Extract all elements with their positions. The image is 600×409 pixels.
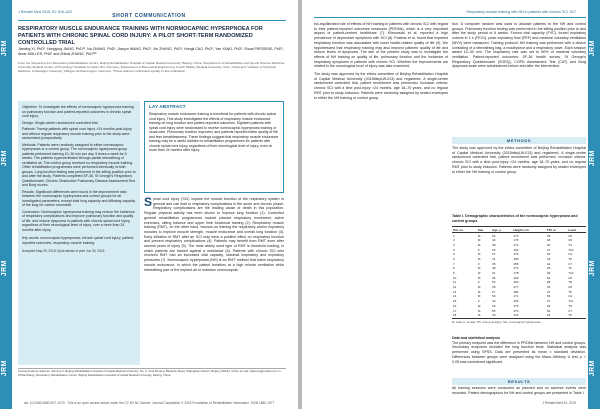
table-cell: 31	[492, 271, 496, 276]
lay-abstract-title: LAY ABSTRACT	[149, 105, 186, 110]
side-band-label: JRM	[1, 150, 8, 167]
table-cell: 4	[453, 247, 455, 252]
table-cell: 37	[546, 299, 551, 304]
left-page	[0, 0, 298, 409]
table-header-cell: Height, cm	[512, 227, 546, 233]
table-cell: 172	[513, 242, 519, 247]
table-cell: 31	[546, 289, 551, 294]
table-cell: 27	[492, 289, 496, 294]
page-number: 617	[570, 10, 576, 14]
table-cell: T4	[568, 242, 572, 247]
table-cell: 2	[453, 238, 455, 243]
table-cell: 163	[513, 299, 519, 304]
table-row	[452, 313, 586, 318]
abstract-methods: Methods: Patients were randomly assigned to either normocapnic hyperpnoea or a control group. The normocapnic hyperpnoea group patients performed training 10–30 min per day, 5 times a week for 6 weeks. The patients hyperventilated through partial rebreathing of ventilated air. The control group received no respiratory muscle training. Other rehabilitation programmes were performed identically in both groups. Lung function testing was performed in the sitting position prior to and after the study. Patients completed SF-36, St George's Respiratory Questionnaire, Chronic Obstructive Pulmonary Disease Assessment Test and Borg scores.	[22, 142, 136, 187]
table-cell: 17	[453, 308, 457, 313]
table-cell: 174	[513, 266, 519, 271]
table-note: M: male; F: female; TPI: time post-injury; NH: normocapnic hyperpnoea.	[452, 319, 542, 324]
table-cell: M	[477, 256, 481, 261]
side-band-label: JRM	[1, 360, 8, 377]
table-cell: 169	[513, 275, 519, 280]
table-cell: 36	[546, 233, 551, 238]
table-cell: 158	[513, 261, 519, 266]
table-cell: M	[477, 313, 491, 318]
running-header	[467, 10, 576, 14]
accepted-date: Accepted May 25, 2015; Epub ahead of print Jun 30, 2015	[22, 249, 105, 253]
table-cell: M	[477, 275, 481, 280]
table-cell: 173	[513, 308, 519, 313]
table-cell: T12	[568, 271, 574, 276]
table-cell: M	[477, 242, 481, 247]
table-cell: 42	[546, 261, 551, 266]
page-footer: J Rehabil Med 51, 2019	[542, 401, 576, 405]
drop-cap: S	[144, 197, 153, 209]
table-cell: 178	[513, 271, 519, 276]
table-cell: M	[477, 289, 481, 294]
table-cell: 41	[492, 256, 496, 261]
table-cell: 39	[546, 271, 551, 276]
table-cell: T8	[568, 280, 572, 285]
article-title: RESPIRATORY MUSCLE ENDURANCE TRAINING WITH NORMOCAPNIC HYPERPNOEA FOR PATIENTS WITH CHRONIC SPINAL CORD INJURY: A PILOT SHORT-TERM RANDOMIZED CONTROLLED TRIAL	[18, 26, 263, 46]
table-cell: 7	[453, 261, 455, 266]
table-cell: 10	[453, 275, 457, 280]
table-cell: 29	[546, 303, 551, 308]
table-cell: 180	[513, 256, 519, 261]
table-cell: M	[477, 233, 481, 238]
table-cell: 45	[546, 285, 551, 290]
header-rule	[18, 20, 286, 21]
table-cell: T9	[567, 313, 586, 318]
table-cell: F	[477, 280, 480, 285]
table-cell: 182	[513, 289, 519, 294]
results-heading: RESULTS	[452, 378, 586, 385]
table-cell: C6	[568, 238, 573, 243]
table-cell: 48	[492, 266, 496, 271]
data-analysis-section	[452, 336, 586, 376]
methods-text	[452, 146, 586, 212]
abstract-design: Design: Single-centre randomized controlled trial.	[22, 120, 99, 125]
intro-body-text	[144, 197, 284, 365]
side-band-label: JRM	[1, 260, 8, 277]
table-header-cell: Age, y	[491, 227, 512, 233]
abstract-conclusion: Conclusion: Normocapnic hyperpnoea training may reduce the incidence of respiratory complications and improve pulmonary function and quality of life, and reduce dyspnoea in patients with chronic spinal cord injury, regardless of their neurological level of injury, over a more than 24 months after injury.	[22, 209, 135, 232]
left-column	[314, 22, 448, 402]
abstract-box	[18, 101, 140, 365]
table-title: Table I. Demographic characteristics of the normocapnic hyperpnoea and control groups	[452, 214, 578, 223]
side-band-label: JRM	[589, 40, 596, 57]
intro-continued: bio-equilibrated role of effects of NH training in patients with chronic SCI with regard to their patient-reported outcomes measures (PROMs), which is a very important aspect of patient-centred healthcare (7). Kilmonszki et al. reported a high prevalence of depressive symptoms with SCI (8). Postma et al. found that impaired respiratory function was associated with lower health-related quality of life (9). We hypothesized that respiratory training may also improve patients' quality of life and reduce levels of dyspnoea. The aim of the present study was to investigate the effects of NH training on quality of life, pulmonary function and the incidence of respiratory symptoms in patients with chronic SCI. Whether the improvements are related to the neurological level of injury was also examined.	[314, 22, 448, 69]
table-cell: 48	[546, 238, 551, 243]
data-analysis-text: The primary endpoint was the difference in PROMs between NH and control groups. Secondary endpoints included the lung function tests. Statistical analysis was performed using SPSS. Data are presented as mean ± standard deviation. Differences between groups were analysed using the Mann–Whitney U test; p < 0.05 was considered significant.	[452, 340, 586, 364]
table-cell: 60	[546, 252, 551, 257]
table-cell: M	[477, 266, 481, 271]
affiliations: From the ¹Department of Respiratory Rehabilitation Centre, Beijing Rehabilitation Hospital of Capital Medical University, Beijing, China, ²Department of Rehabilitation and Sports Science Medicine, University Medical Centre of Physiology Hospitals Complex NN, Germany, ³Department of Biomedical Engineering, Fourth Military Medical University, Xi'an, China and ⁴Institute of Technical Medicine, Fuhuanguo University, Villingen-Schwenningen, Germany. *These authors contributed equally to this publication.	[18, 61, 286, 74]
table-cell: M	[477, 285, 481, 290]
table-cell: F	[477, 261, 480, 266]
table-cell: 66	[546, 294, 551, 299]
table-cell: 5	[453, 252, 455, 257]
results-paragraph: All training sessions were conducted as planned and no adverse events were recorded. Patient demographics for NH and control groups are presented in Table I.	[452, 386, 586, 395]
table-cell: 170	[513, 233, 519, 238]
table-header-cell: TPI, m	[546, 227, 567, 233]
table-header-cell: Level	[567, 227, 586, 233]
table-cell: T10	[568, 247, 574, 252]
table-cell: 175	[513, 252, 519, 257]
table-cell: 28	[546, 280, 551, 285]
table-cell: M	[477, 252, 481, 257]
side-band-label: JRM	[589, 360, 596, 377]
table-cell: 15	[453, 299, 457, 304]
table-cell: 14	[453, 294, 457, 299]
col2-text: tion. A computer random was used to allocate patients to the NH and control groups. Pulmonary function testing was performed in the sitting position prior to and after the study period of 6 weeks. Forced vital capacity (FVC), forced expiratory volume in 1 s (FEV1), peak expiratory flow (PEF) and maximal voluntary ventilation (MVV) were measured. Training protocol: NH training was performed with a device consisting of a rebreathing bag, a mouthpiece and a respiratory valve. Each session lasted 10–30 min. The respiratory rate was set to 60% of maximal voluntary ventilation. Patient-reported outcomes: SF-36 health survey, St George's Respiratory Questionnaire (SGRQ), COPD Assessment Test (CAT) and Borg dyspnoea scale were administered before and after the intervention.	[452, 22, 586, 69]
table-cell: T6	[568, 256, 572, 261]
methods-heading: METHODS	[452, 137, 586, 144]
table-cell: 171	[513, 294, 519, 299]
header-rule	[314, 17, 586, 18]
table-cell: 27	[546, 247, 551, 252]
table-cell: 50	[492, 294, 496, 299]
table-cell: 160	[513, 280, 519, 285]
journal-side-band	[0, 0, 12, 409]
table-cell: C4	[568, 294, 573, 299]
table-cell: C5	[568, 275, 573, 280]
table-cell: 54	[546, 275, 551, 280]
table-cell: 39	[492, 285, 496, 290]
table-cell: 53	[492, 280, 496, 285]
table-cell: M	[477, 271, 481, 276]
table-header-cell: Pat. no.	[452, 227, 477, 233]
table-cell: 34	[546, 313, 567, 318]
table-cell: 46	[492, 275, 496, 280]
table-cell: 13	[453, 289, 457, 294]
data-analysis-heading: Data and statistical analysis	[452, 336, 500, 340]
lay-abstract-box	[144, 101, 284, 193]
table-cell: F	[477, 247, 480, 252]
table-cell: 1	[453, 233, 455, 238]
table-cell: 12	[453, 285, 457, 290]
table-cell: 29	[492, 247, 496, 252]
side-band-label: JRM	[589, 150, 596, 167]
table-cell: 177	[513, 285, 519, 290]
col1-extra: The study was approved by the ethics committee of Beijing Rehabilitation Hospital of Capital Medical University (2015bkkyLW-013) and registered. A single-centre randomized controlled trial, patient recruitment was performed. Inclusion criteria: chronic SCI with a time post-injury >24 months, age 18–70 years, and no regular RMT prior to study inclusion. Patients were randomly assigned by sealed envelopes to either the NH training or control group.	[314, 72, 448, 100]
table-cell: F	[477, 299, 480, 304]
abstract-results: Results: Significant differences were found in the improvement ratio between the normocapnic hyperpnoea and control groups for all investigated parameters, except total lung capacity and diffusing capacity of the lung for carbon monoxide.	[22, 189, 136, 207]
table-cell: 176	[513, 238, 519, 243]
table-cell: 52	[492, 233, 496, 238]
table-cell: 16	[453, 303, 457, 308]
table-cell: 33	[546, 256, 551, 261]
table-cell: 18	[452, 313, 477, 318]
table-cell: M	[477, 303, 481, 308]
side-band-label: JRM	[589, 260, 596, 277]
table-cell: C6	[568, 285, 573, 290]
table-cell: 25	[546, 266, 551, 271]
table-cell: 55	[492, 308, 496, 313]
table-cell: 11	[453, 280, 457, 285]
keywords: Key words: normocapnic hyperpnoea; chronic spinal cord injury; patient-reported outcomes; respiratory muscle training.	[22, 236, 134, 245]
table-cell: 57	[492, 252, 496, 257]
table-cell: 30	[546, 242, 551, 247]
table-cell: T2	[568, 266, 572, 271]
results-text	[452, 386, 586, 400]
right-column-top	[452, 22, 586, 134]
section-label: SHORT COMMUNICATION	[112, 13, 186, 19]
abstract-objective: Objective: To investigate the effects of normocapnic hyperpnoea training on pulmonary function and patient-reported outcomes in chronic spinal cord injury.	[22, 105, 134, 118]
table-cell: 6	[453, 256, 455, 261]
running-header-title: Respiratory muscle training with NH in patients with chronic SCI	[466, 10, 568, 14]
table-cell: C4	[568, 252, 573, 257]
intro-paragraph: pinal cord injury (SCI) impairs the muscle function of the respiratory system in general and can lead to respiratory complications in the acute and chronic phase. Respiratory complications are the leading cause of death in this population. Regular physical activity has been shown to improve lung function (1). Controlled general rehabilitation programmes include passive respiratory movement, active exercises, sitting balance and upper limb functional training (2). Respiratory muscle training (RMT), on the other hand, focuses on training the respiratory and/or expiratory muscles to improve muscle strength, muscle endurance and overall lung function (3). Early initiation of RMT after an SCI may have a positive effect on respiratory function and prevent respiratory complications (4). Patients may benefit from RMT even after several years of injury (5). The most widely used type of RMT is threshold loading, in which patients are trained against a resistance (6). Patients with chronic SCI who received RMT had an increased vital capacity, maximal inspiratory and expiratory pressures (7). Normocapnic hyperpnoea (NH) is an RMT method that trains respiratory muscle endurance, in which the patient breathes at a high minute ventilation while rebreathing part of the expired air to maintain normocapnia.	[144, 197, 284, 272]
table-cell: M	[477, 294, 481, 299]
table-cell: 35	[492, 261, 496, 266]
table-cell: M	[477, 308, 481, 313]
table-cell: 44	[492, 238, 496, 243]
lay-abstract-text: Respiratory muscle endurance training is beneficial for patients with chronic spinal cord injury. This study investigated the effects of respiratory muscle endurance training on lung function and patient-reported outcomes. Eighteen patients with spinal cord injury were randomized to receive normocapnic hyperpnoea training or usual care. Pulmonary function improved, and patients reported better quality of life and less breathlessness. These findings suggest that respiratory muscle endurance training may be a useful addition to rehabilitation programmes for patients with chronic spinal cord injury, regardless of their neurological level of injury, even at more than 24 months after injury.	[149, 112, 279, 152]
correspondence-footnote: Correspondence address: Jiaming Xi, Beijing Rehabilitation Hospital of Capital Medical University, No. 0, Xixia Zhuang, Badachu Road, Shijingshan District, Beijing 100144, China. E-mail: xijiaming@rehab.com.cn. Zhihai Zhang, Respiratory Rehabilitation Centre, Beijing Rehabilitation Hospital of Capital Medical University, Beijing, China.	[18, 368, 286, 377]
table-cell: 36	[492, 303, 496, 308]
right-page	[302, 0, 600, 409]
running-header: J Rehabil Med 2015; 51: 616–620	[18, 10, 72, 14]
journal-side-band	[588, 0, 600, 409]
table-cell: 3	[453, 242, 455, 247]
demographics-table	[452, 226, 586, 324]
table-cell: C7	[568, 308, 573, 313]
table-cell: 43	[492, 299, 496, 304]
abstract-patients: Patients: Twenty patients with spinal cord injury >24 months post-injury and without regular respiratory muscle training prior to the study were randomized prospectively.	[22, 127, 132, 140]
table-cell: 38	[492, 242, 496, 247]
author-list: Jiaming XI, PhD¹, Hongying JIANG, PhD¹², Na ZHANG, PhD¹, Jianjun WANG, PhD¹, Xin ZHANG, PhD¹, Hongli CAO, PhD¹, Yan YANG, PhD¹, Shuai PIESSENS, PhD¹, Amar MÜLLER, PhD¹ and Zhihai ZHANG, PhD¹²³	[18, 47, 284, 56]
methods-paragraph: The study was approved by the ethics committee of Beijing Rehabilitation Hospital of Capital Medical University (2015bkkyLW-013) and registered. A single-centre randomized controlled trial, patient recruitment was performed. Inclusion criteria: chronic SCI with a time post-injury >24 months, age 18–70 years, and no regular RMT prior to study inclusion. Patients were randomly assigned by sealed envelopes to either the NH training or control group.	[452, 146, 586, 174]
table-cell: 52	[546, 308, 551, 313]
table-cell: T3	[568, 303, 572, 308]
side-band-label: JRM	[1, 40, 8, 57]
table-cell: 179	[512, 313, 546, 318]
table-cell: C7	[568, 261, 573, 266]
table-cell: T5	[568, 289, 572, 294]
table-cell: 162	[513, 247, 519, 252]
table-cell: 40	[491, 313, 512, 318]
table-cell: 8	[453, 266, 455, 271]
table-cell: T11	[568, 299, 574, 304]
table-cell: 175	[513, 303, 519, 308]
table-cell: C5	[568, 233, 573, 238]
table-cell: M	[477, 238, 481, 243]
page-footer: doi: 10.2340/16501977-1973 · This is an open access article under the CC BY-NC license. Journal Compilation © 2015 Foundation of Rehabilitation Information. ISSN 1650-1977	[23, 401, 275, 405]
table-cell: 9	[453, 271, 455, 276]
table-header-cell: Sex	[477, 227, 491, 233]
